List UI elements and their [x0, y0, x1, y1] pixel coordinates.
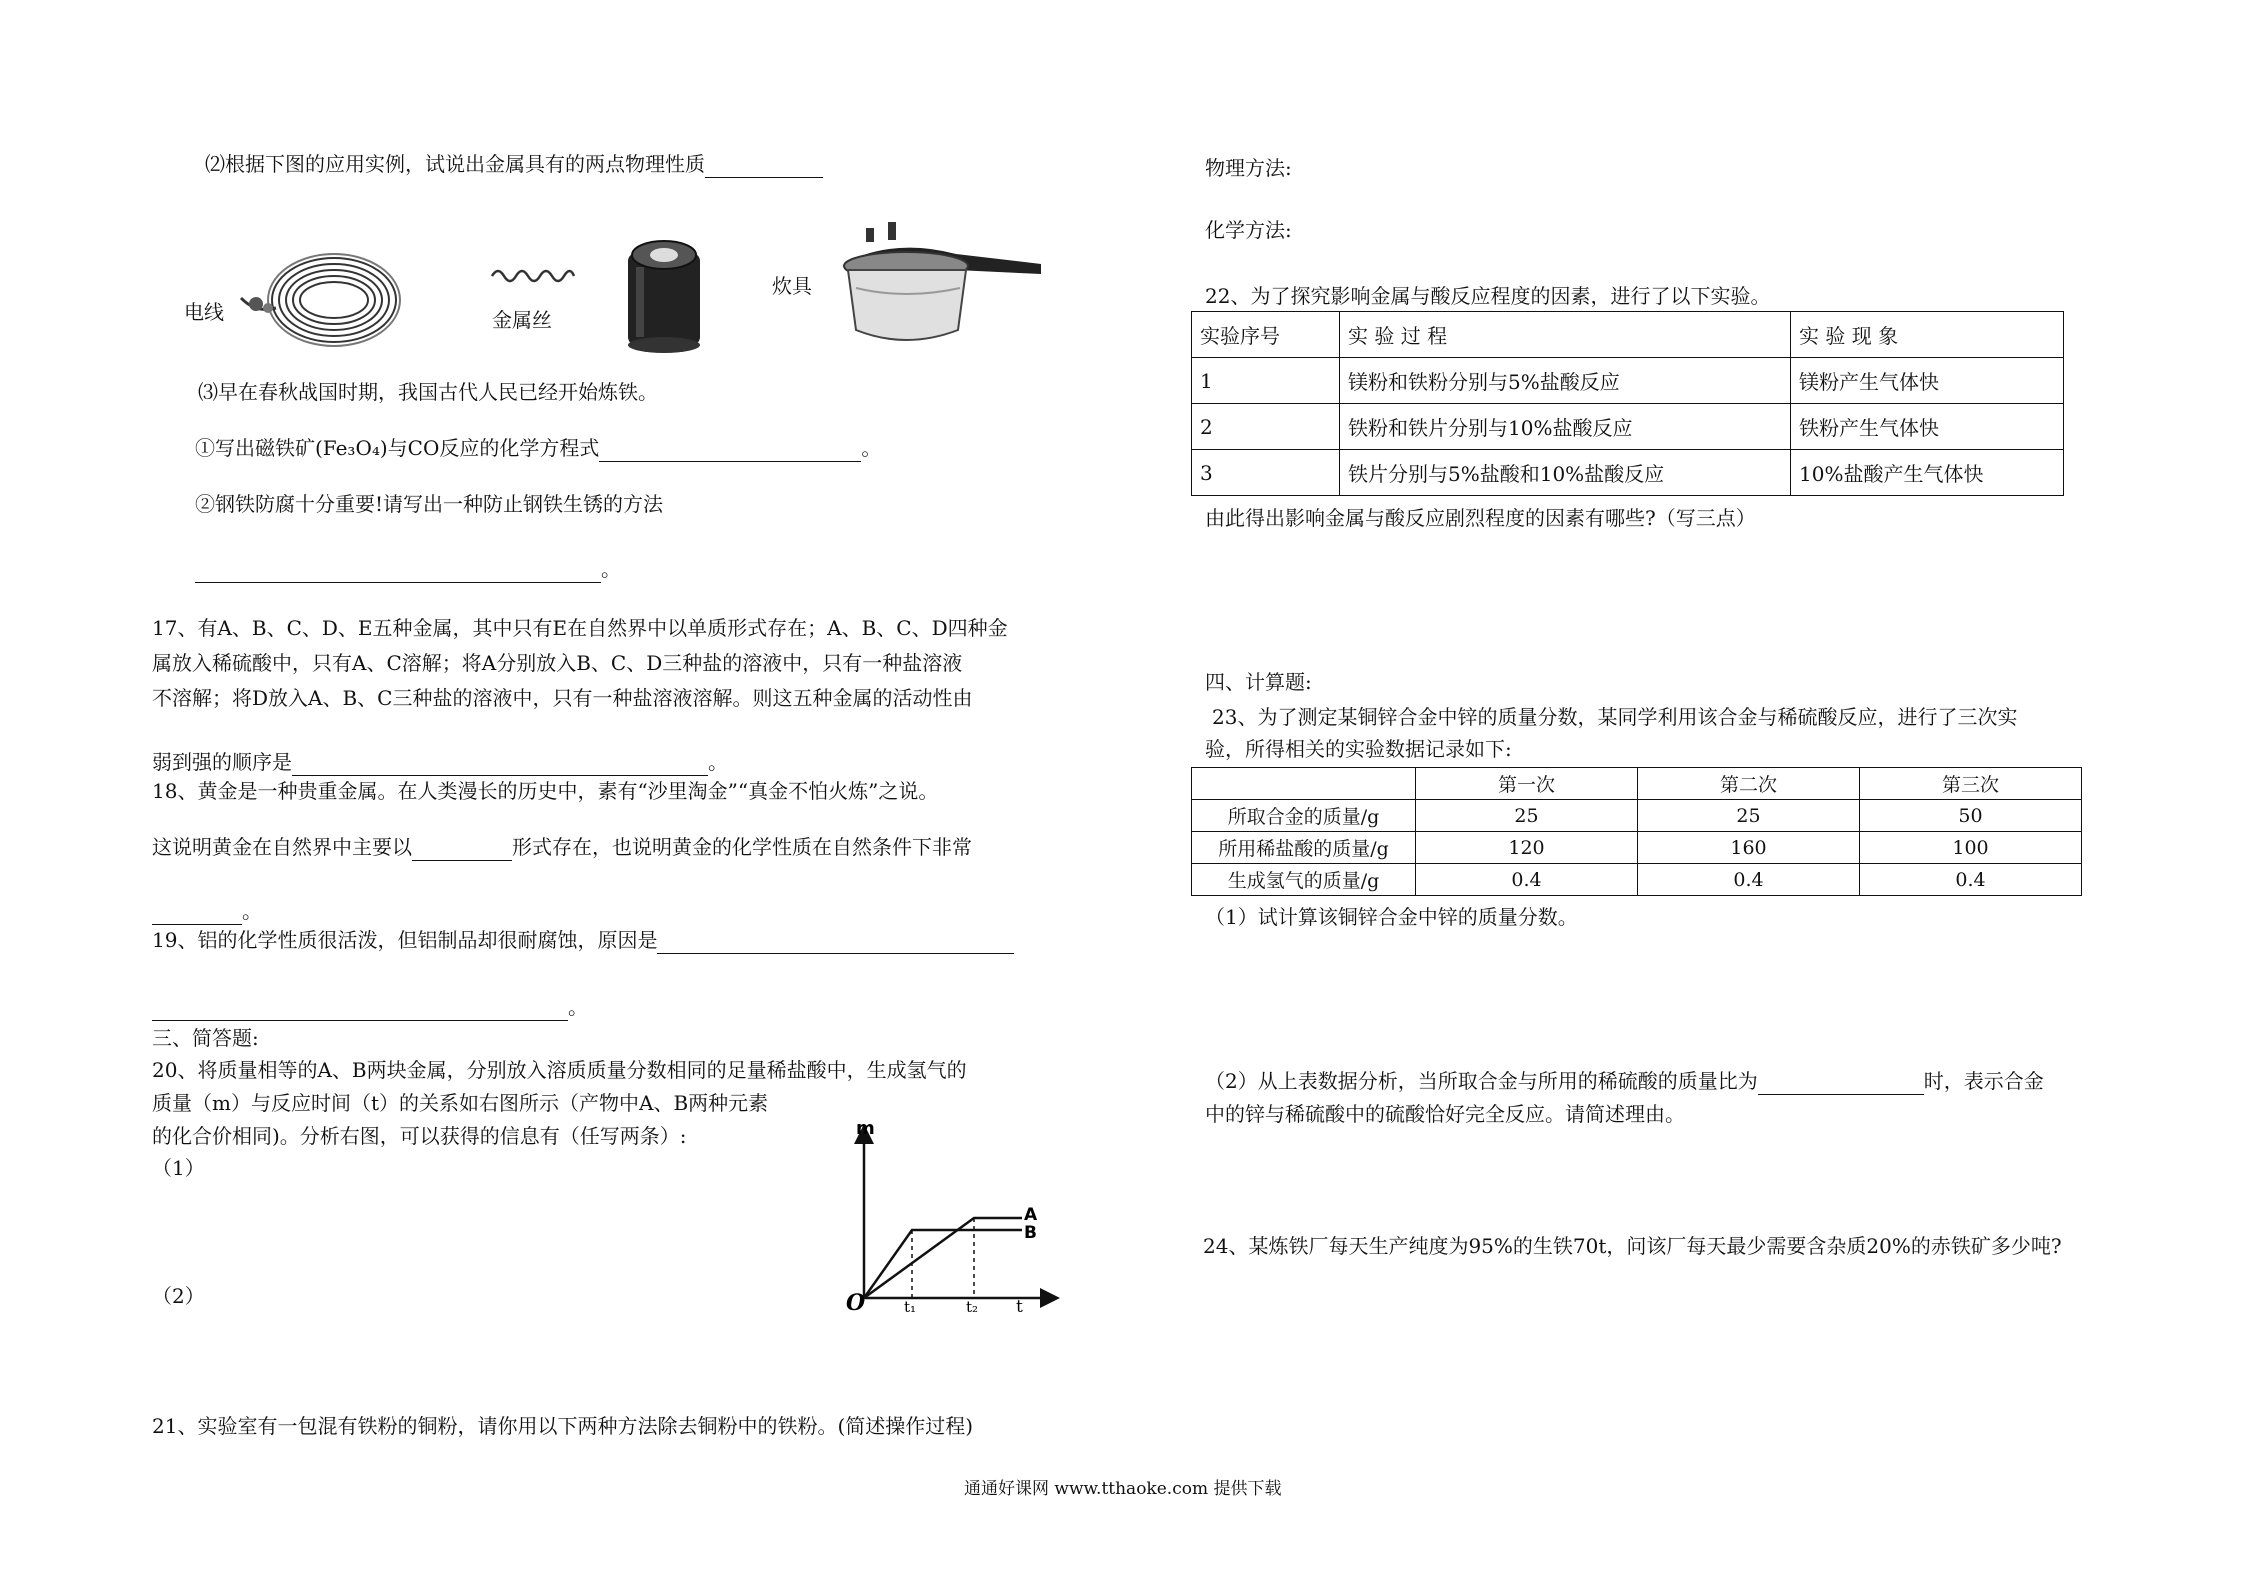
table-row	[1192, 450, 2064, 496]
footer: 通通好课网 www.tthaoke.com 提供下载	[964, 1479, 1282, 1499]
q18-line2-text-a: 这说明黄金在自然界中主要以	[152, 835, 412, 859]
answer-blank[interactable]	[152, 998, 568, 1021]
q21: 21、实验室有一包混有铁粉的铜粉，请你用以下两种方法除去铜粉中的铁粉。(简述操作过程)	[152, 1414, 974, 1438]
table-cell: 铁粉产生气体快	[1791, 404, 2064, 450]
answer-blank[interactable]	[705, 155, 823, 178]
y-axis-label: m	[856, 1120, 875, 1139]
q20-line2: 质量（m）与反应时间（t）的关系如右图所示（产物中A、B两种元素	[152, 1091, 769, 1115]
chemical-method: 化学方法:	[1205, 218, 1292, 242]
table-header-cell: 第二次	[1638, 768, 1860, 800]
period: 。	[568, 995, 588, 1019]
q19-line1	[152, 926, 1014, 954]
q17-line4	[152, 748, 728, 776]
table-cell: 50	[1860, 800, 2082, 832]
spool-image	[624, 237, 704, 357]
q23-part2-line2: 中的锌与稀硫酸中的硫酸恰好完全反应。请简述理由。	[1205, 1102, 1685, 1126]
q16-part2-text: ⑵根据下图的应用实例，试说出金属具有的两点物理性质	[205, 152, 705, 176]
table-header-row	[1192, 768, 2082, 800]
table-cell: 生成氢气的质量/g	[1192, 864, 1416, 896]
table-header-cell	[1192, 768, 1416, 800]
cookware-label: 炊具	[772, 274, 812, 298]
table-header-row	[1192, 312, 2064, 358]
q20-line1: 20、将质量相等的A、B两块金属，分别放入溶质质量分数相同的足量稀盐酸中，生成氢气的	[152, 1058, 967, 1082]
series-b-label: B	[1024, 1223, 1037, 1243]
wire-label: 电线	[184, 300, 224, 324]
table-cell: 100	[1860, 832, 2082, 864]
table-cell: 2	[1192, 404, 1340, 450]
x-axis-label: t	[1016, 1297, 1023, 1312]
table-cell: 镁粉产生气体快	[1791, 358, 2064, 404]
answer-blank[interactable]	[195, 560, 601, 583]
q23-part2-text-b: 时，表示合金	[1923, 1069, 2044, 1093]
table-cell: 所用稀盐酸的质量/g	[1192, 832, 1416, 864]
metal-wire-label: 金属丝	[492, 308, 552, 332]
metal-wire-coil-image	[488, 262, 576, 288]
table-cell: 镁粉和铁粉分别与5%盐酸反应	[1340, 358, 1791, 404]
table-header-cell: 第一次	[1416, 768, 1638, 800]
q18-line2-text-b: 形式存在，也说明黄金的化学性质在自然条件下非常	[512, 835, 972, 859]
table-header-cell: 实验序号	[1192, 312, 1340, 358]
table-cell: 160	[1638, 832, 1860, 864]
q16-part3-1	[195, 434, 881, 462]
q16-part3-2: ②钢铁防腐十分重要!请写出一种防止钢铁生锈的方法	[195, 492, 664, 516]
q23-line2: 验，所得相关的实验数据记录如下:	[1205, 737, 1512, 761]
answer-blank[interactable]	[657, 931, 1014, 954]
table-cell: 25	[1416, 800, 1638, 832]
t2-label: t₂	[966, 1298, 979, 1312]
table-cell: 1	[1192, 358, 1340, 404]
table-header-cell: 实 验 现 象	[1791, 312, 2064, 358]
table-cell: 铁片分别与5%盐酸和10%盐酸反应	[1340, 450, 1791, 496]
table-header-cell: 第三次	[1860, 768, 2082, 800]
q16-part3-1-text: ①写出磁铁矿(Fe₃O₄)与CO反应的化学方程式	[195, 436, 600, 460]
q20-line3: 的化合价相同)。分析右图，可以获得的信息有（任写两条）:	[152, 1124, 687, 1148]
q17-line4-text: 弱到强的顺序是	[152, 750, 292, 774]
answer-blank[interactable]	[152, 902, 242, 925]
table-cell: 0.4	[1416, 864, 1638, 896]
origin-label: O	[846, 1290, 866, 1312]
table-cell: 10%盐酸产生气体快	[1791, 450, 2064, 496]
q20-answer-1: （1）	[152, 1156, 205, 1180]
table-cell: 25	[1638, 800, 1860, 832]
q16-part3-2-answer	[195, 555, 621, 583]
q23-part1: （1）试计算该铜锌合金中锌的质量分数。	[1205, 905, 1578, 929]
electric-wire-image	[236, 238, 411, 353]
answer-blank[interactable]	[1758, 1072, 1924, 1095]
q23-line1: 23、为了测定某铜锌合金中锌的质量分数，某同学利用该合金与稀硫酸反应，进行了三次实	[1212, 705, 2018, 729]
q23-part2-text-a: （2）从上表数据分析，当所取合金与所用的稀硫酸的质量比为	[1205, 1069, 1758, 1093]
table-cell: 铁粉和铁片分别与10%盐酸反应	[1340, 404, 1791, 450]
q22: 22、为了探究影响金属与酸反应程度的因素，进行了以下实验。	[1205, 284, 1771, 308]
period: 。	[708, 750, 728, 774]
table-cell: 3	[1192, 450, 1340, 496]
q17-line2: 属放入稀硫酸中，只有A、C溶解；将A分别放入B、C、D三种盐的溶液中，只有一种盐溶液	[152, 651, 963, 675]
series-a-label: A	[1024, 1205, 1038, 1225]
answer-blank[interactable]	[292, 753, 708, 776]
period: 。	[242, 899, 262, 923]
pressure-cooker-image	[836, 218, 1048, 358]
q20-graph	[836, 1120, 1062, 1312]
q23-part2-line1	[1205, 1067, 2044, 1095]
q19-line2	[152, 993, 588, 1021]
q16-part3: ⑶早在春秋战国时期，我国古代人民已经开始炼铁。	[198, 380, 658, 404]
q23-table	[1191, 767, 2082, 896]
t1-label: t₁	[904, 1298, 917, 1312]
q17-line3: 不溶解；将D放入A、B、C三种盐的溶液中，只有一种盐溶液溶解。则这五种金属的活动性由	[152, 686, 973, 710]
table-header-cell: 实 验 过 程	[1340, 312, 1791, 358]
period: 。	[861, 436, 882, 460]
period: 。	[601, 557, 621, 581]
answer-blank[interactable]	[599, 439, 861, 462]
q22-conclusion: 由此得出影响金属与酸反应剧烈程度的因素有哪些?（写三点）	[1205, 506, 1756, 530]
physical-method: 物理方法:	[1205, 156, 1292, 180]
q17-line1: 17、有A、B、C、D、E五种金属，其中只有E在自然界中以单质形式存在；A、B、C、D四种金	[152, 616, 1008, 640]
q22-table	[1191, 311, 2064, 496]
q16-part2	[205, 150, 823, 178]
q20-answer-2: （2）	[152, 1284, 205, 1308]
table-row	[1192, 800, 2082, 832]
answer-blank[interactable]	[412, 838, 512, 861]
table-row	[1192, 358, 2064, 404]
q19-text: 19、铝的化学性质很活泼，但铝制品却很耐腐蚀，原因是	[152, 928, 658, 952]
q18-line3	[152, 897, 262, 925]
section-3-title: 三、简答题:	[152, 1026, 259, 1050]
table-cell: 所取合金的质量/g	[1192, 800, 1416, 832]
q24: 24、某炼铁厂每天生产纯度为95%的生铁70t，问该厂每天最少需要含杂质20%的赤铁矿多少吨?	[1203, 1234, 2062, 1258]
table-row	[1192, 864, 2082, 896]
table-cell: 0.4	[1638, 864, 1860, 896]
table-row	[1192, 404, 2064, 450]
section-4-title: 四、计算题:	[1205, 670, 1312, 694]
table-cell: 120	[1416, 832, 1638, 864]
table-cell: 0.4	[1860, 864, 2082, 896]
q18-line1: 18、黄金是一种贵重金属。在人类漫长的历史中，素有“沙里淘金”“真金不怕火炼”之说。	[152, 779, 939, 803]
table-row	[1192, 832, 2082, 864]
q18-line2	[152, 833, 972, 861]
